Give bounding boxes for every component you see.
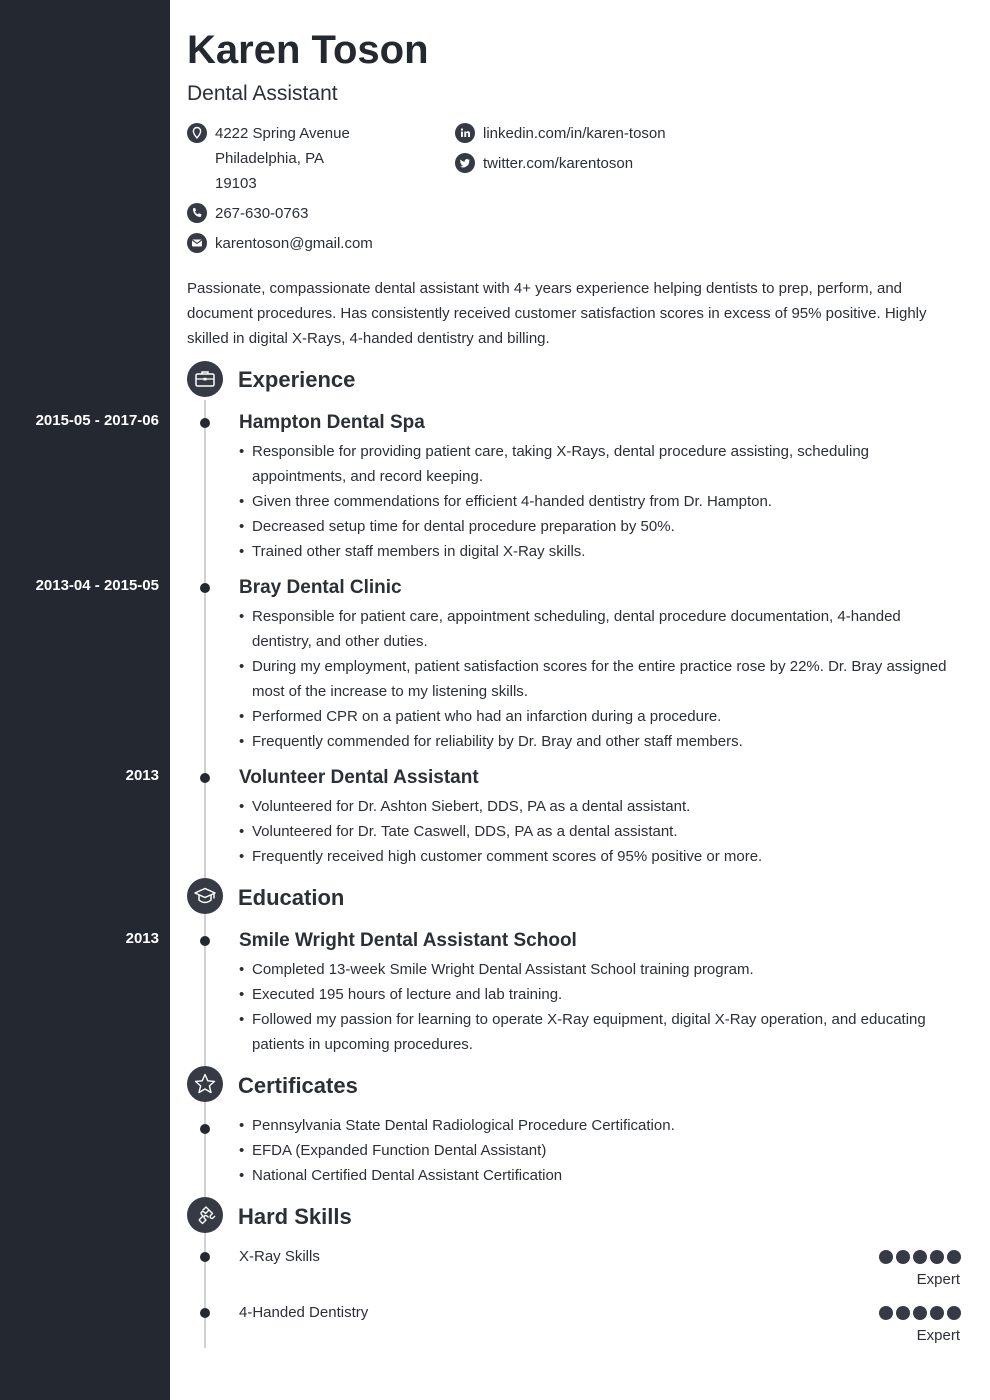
entry-date: 2013 [125,767,159,784]
entry-title: Hampton Dental Spa [239,412,425,433]
bullet-item: • Responsible for providing patient care, taking X-Rays, dental procedure assisting, scheduling appointments, and record keeping. [239,439,959,489]
location-pin-icon [187,123,207,143]
phone-icon [187,203,207,223]
rating-dot [896,1250,910,1264]
entry-bullets [239,794,959,869]
bullet-item: • Frequently commended for reliability by Dr. Bray and other staff members. [239,729,959,754]
bullet-item: • Performed CPR on a patient who had an infarction during a procedure. [239,704,959,729]
entry-bullets [239,439,959,564]
timeline-dot [200,1252,210,1262]
timeline-dot [200,773,210,783]
timeline-dot [200,936,210,946]
linkedin-icon [455,123,475,143]
email-icon [187,233,207,253]
bullet-item: • Volunteered for Dr. Ashton Siebert, DDS, PA as a dental assistant. [239,794,959,819]
job-title: Dental Assistant [187,82,338,105]
skill-name: 4-Handed Dentistry [239,1304,369,1321]
rating-dot [913,1250,927,1264]
address-line-2: Philadelphia, PA [215,150,324,167]
timeline-dot [200,583,210,593]
address-line-1: 4222 Spring Avenue [215,125,350,142]
bullet-item: • Executed 195 hours of lecture and lab training. [239,982,959,1007]
phone-number[interactable]: 267-630-0763 [215,205,309,222]
rating-dot [947,1306,961,1320]
timeline-dot [200,1124,210,1134]
rating-dot [879,1306,893,1320]
experience-heading: Experience [238,367,356,392]
entry-date: 2013 [125,930,159,947]
email-address[interactable]: karentoson@gmail.com [215,235,373,252]
profile-summary: Passionate, compassionate dental assistant with 4+ years experience helping dentists to prep, perform, and document procedures. Has consistently received customer satisfaction scores in excess of 95% positive. Highly skilled in digital X-Rays, 4-handed dentistry and billing. [187,280,927,347]
rating-dot [930,1250,944,1264]
certificates-heading: Certificates [238,1073,358,1098]
entry-title: Volunteer Dental Assistant [239,767,479,788]
bullet-item: • Frequently received high customer comment scores of 95% positive or more. [239,844,959,869]
certificate-item: • Pennsylvania State Dental Radiological Procedure Certification. [239,1113,959,1138]
bullet-item: • Trained other staff members in digital X-Ray skills. [239,539,959,564]
skill-rating [879,1306,961,1320]
certificate-item: • National Certified Dental Assistant Certification [239,1163,959,1188]
address-line-3: 19103 [215,175,257,192]
star-icon [187,1066,223,1102]
linkedin-link[interactable]: linkedin.com/in/karen-toson [483,125,666,142]
briefcase-icon [187,361,223,397]
bullet-item: • During my employment, patient satisfaction scores for the entire practice rose by 22%. Dr. Bray assigned most of the increase to my listening skills. [239,654,959,704]
puzzle-icon [187,1197,223,1233]
education-heading: Education [238,885,345,910]
entry-date: 2013-04 - 2015-05 [35,577,159,594]
rating-dot [930,1306,944,1320]
rating-dot [896,1306,910,1320]
skill-name: X-Ray Skills [239,1248,320,1265]
timeline-dot [200,1308,210,1318]
graduation-cap-icon [187,878,223,914]
bullet-item: • Given three commendations for efficient 4-handed dentistry from Dr. Hampton. [239,489,959,514]
entry-bullets [239,957,959,1057]
twitter-link[interactable]: twitter.com/karentoson [483,155,634,172]
bullet-item: • Completed 13-week Smile Wright Dental Assistant School training program. [239,957,959,982]
candidate-name: Karen Toson [187,28,429,72]
bullet-item: • Volunteered for Dr. Tate Caswell, DDS, PA as a dental assistant. [239,819,959,844]
entry-title: Bray Dental Clinic [239,577,402,598]
twitter-icon [455,153,475,173]
bullet-item: • Followed my passion for learning to operate X-Ray equipment, digital X-Ray operation, and educating patients in upcoming procedures. [239,1007,959,1057]
rating-dot [879,1250,893,1264]
rating-dot [913,1306,927,1320]
bullet-item: • Responsible for patient care, appointment scheduling, dental procedure documentation, 4-handed dentistry, and other duties. [239,604,959,654]
bullet-item: • Decreased setup time for dental procedure preparation by 50%. [239,514,959,539]
left-sidebar [0,0,170,1400]
certificate-item: • EFDA (Expanded Function Dental Assistant) [239,1138,959,1163]
entry-bullets [239,604,959,754]
entry-title: Smile Wright Dental Assistant School [239,930,577,951]
skills-heading: Hard Skills [238,1204,352,1229]
skill-rating [879,1250,961,1264]
skill-level: Expert [916,1271,960,1288]
timeline-dot [200,418,210,428]
certificates-list [239,1113,959,1188]
entry-date: 2015-05 - 2017-06 [35,412,159,429]
rating-dot [947,1250,961,1264]
skill-level: Expert [916,1327,960,1344]
